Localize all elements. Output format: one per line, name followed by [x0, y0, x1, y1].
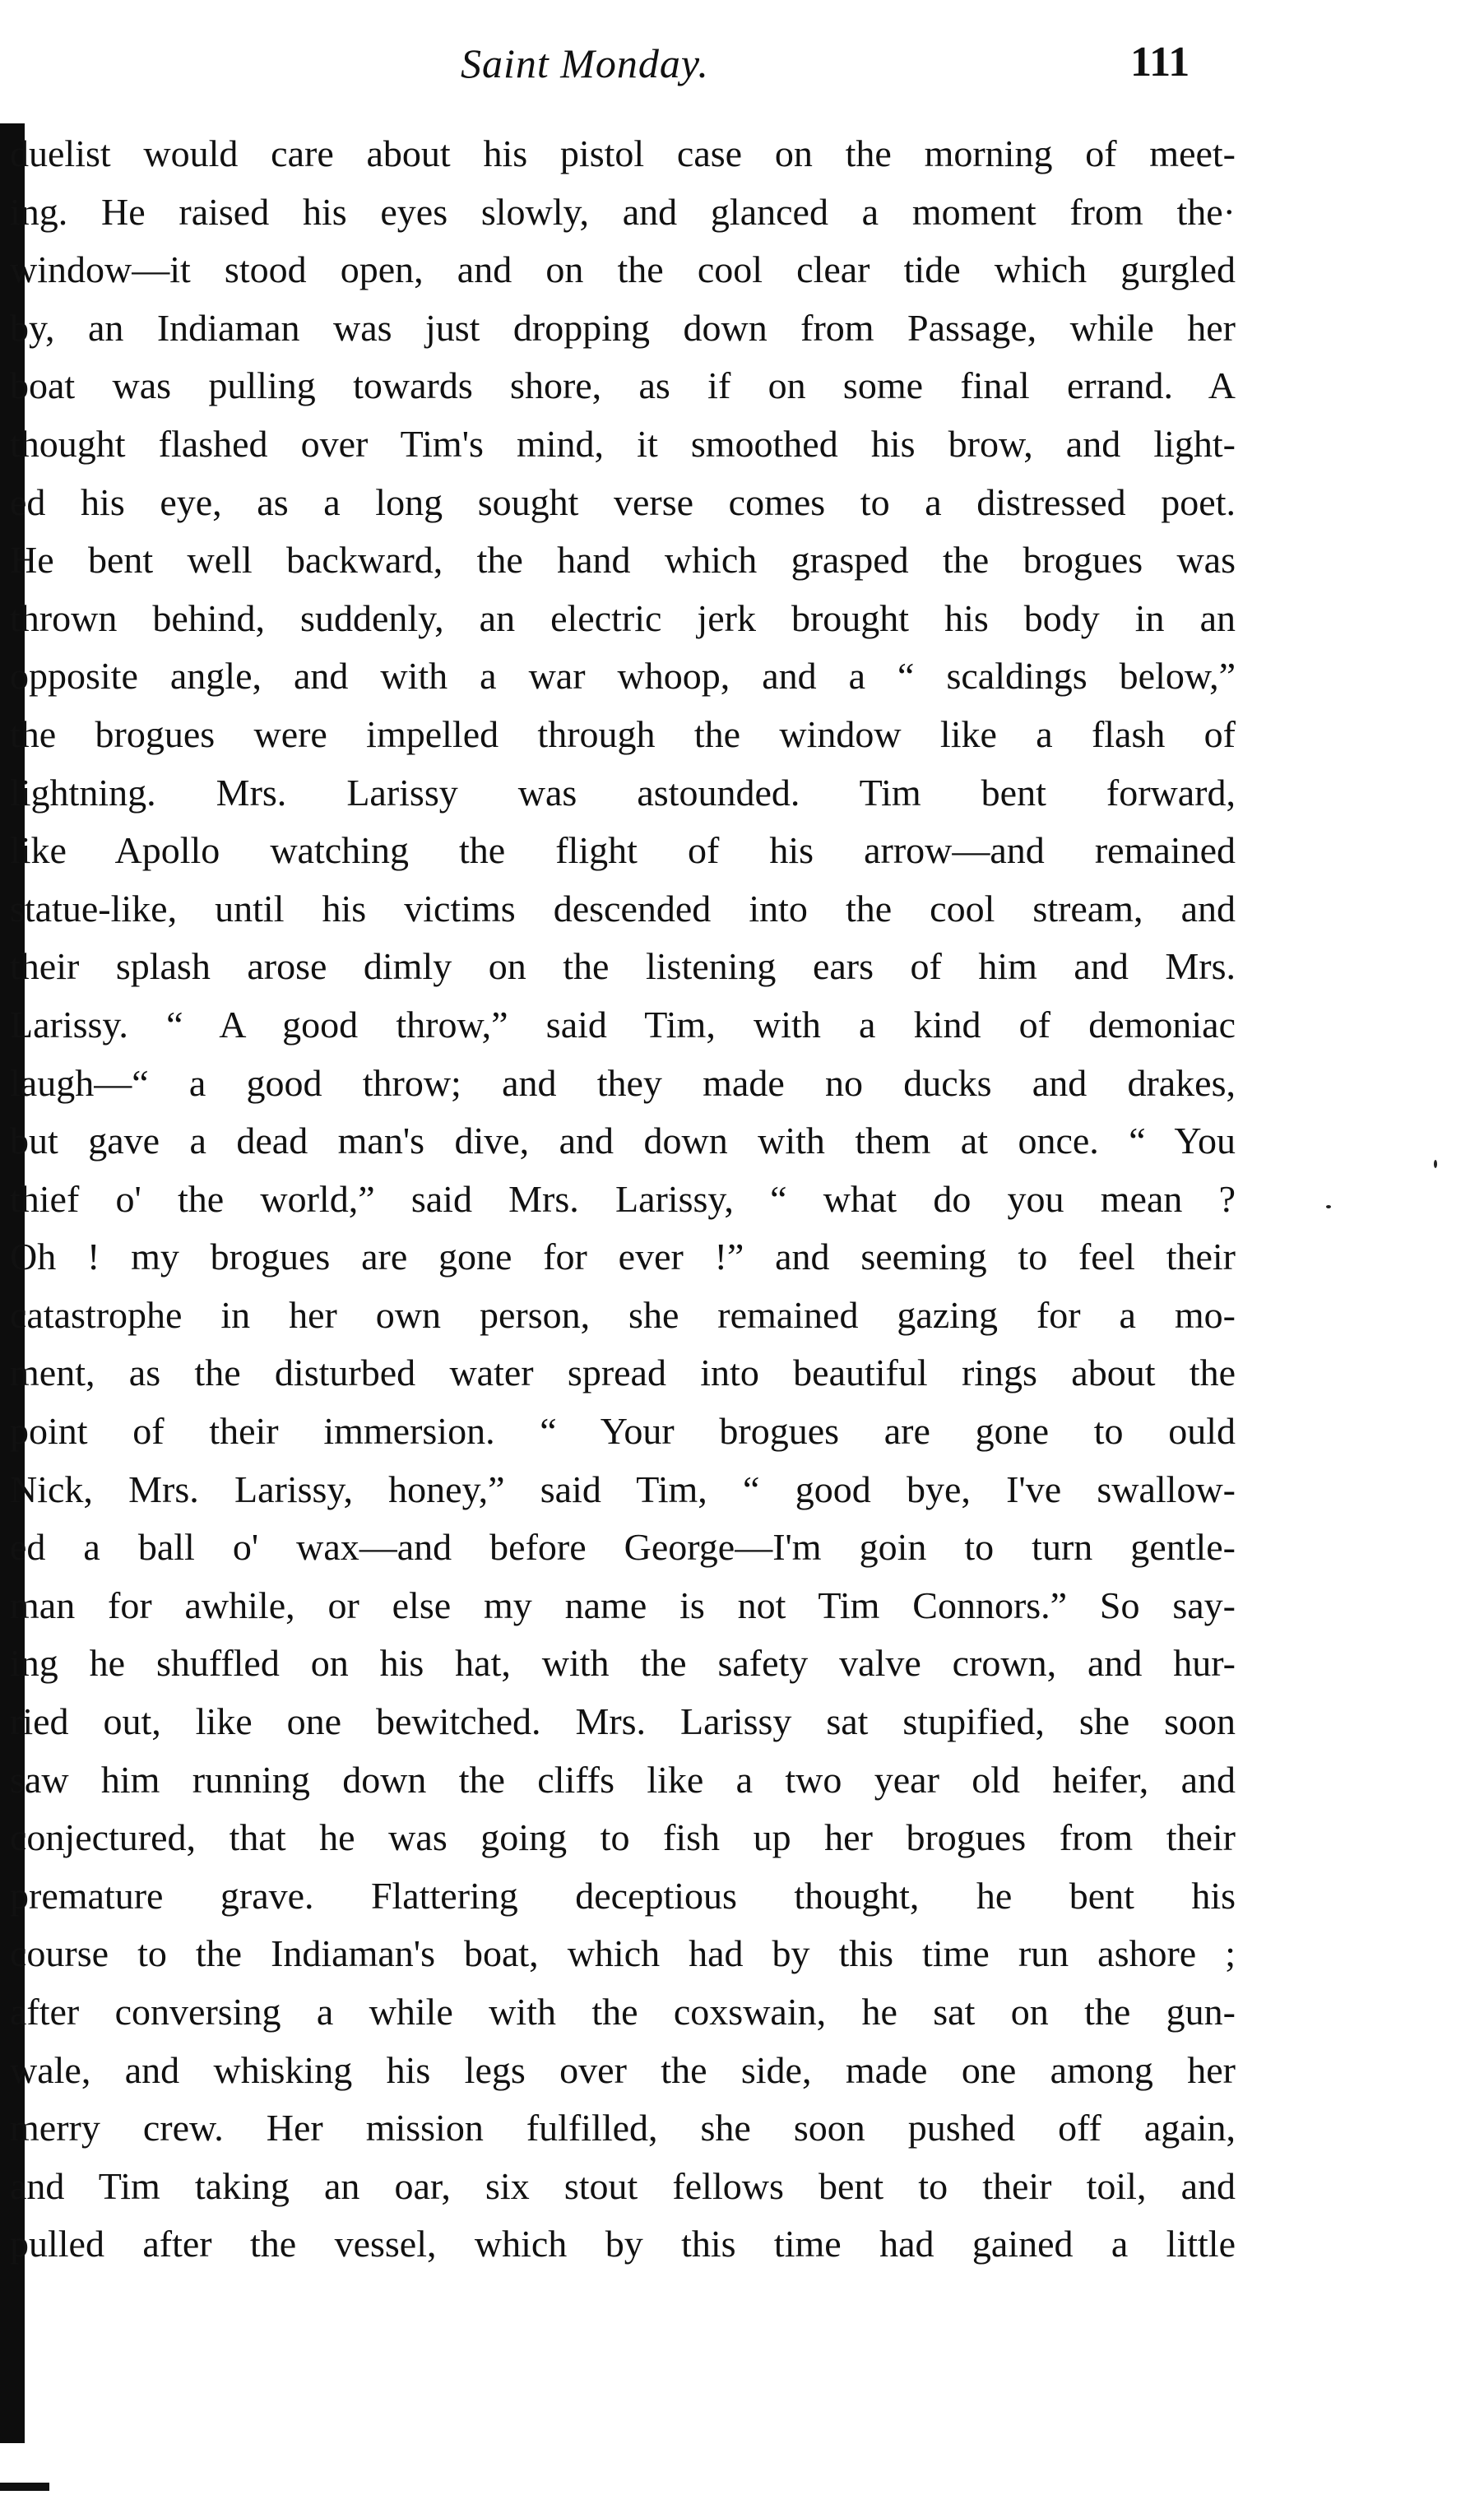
print-speck — [1326, 1205, 1331, 1208]
text-line: conjectured, that he was going to fish up her brogues from their — [10, 1816, 1236, 1859]
page-number: 111 — [1130, 39, 1190, 86]
body-text — [10, 125, 1236, 2274]
text-line: ment, as the disturbed water spread into beautiful rings about the — [10, 1352, 1236, 1394]
text-line: ried out, like one bewitched. Mrs. Larissy sat stupified, she soon — [10, 1700, 1236, 1743]
text-line: merry crew. Her mission fulfilled, she soon pushed off again, — [10, 2107, 1236, 2149]
text-line: catastrophe in her own person, she remained gazing for a mo- — [10, 1293, 1236, 1336]
text-line: Oh ! my brogues are gone for ever !” and seeming to feel their — [10, 1236, 1236, 1278]
text-line: opposite angle, and with a war whoop, and a “ scaldings below,” — [10, 655, 1236, 698]
text-line: their splash arose dimly on the listening ears of him and Mrs. — [10, 945, 1236, 988]
text-line: point of their immersion. “ Your brogues are gone to ould — [10, 1410, 1236, 1453]
text-line: course to the Indiaman's boat, which had by this time run ashore ; — [10, 1932, 1236, 1975]
text-line: after conversing a while with the coxswain, he sat on the gun- — [10, 1991, 1236, 2033]
text-line: but gave a dead man's dive, and down with them at once. “ You — [10, 1120, 1236, 1162]
text-line: the brogues were impelled through the window like a flash of — [10, 712, 1236, 755]
text-line: by, an Indiaman was just dropping down from Passage, while her — [10, 306, 1236, 349]
text-line: lightning. Mrs. Larissy was astounded. Tim bent forward, — [10, 771, 1236, 814]
text-line: boat was pulling towards shore, as if on some final errand. A — [10, 364, 1236, 407]
running-head: Saint Monday. — [461, 40, 709, 86]
text-line: Larissy. “ A good throw,” said Tim, with a kind of demoniac — [10, 1003, 1236, 1046]
text-line: ing. He raised his eyes slowly, and glanced a moment from the· — [10, 190, 1236, 233]
text-line: ing he shuffled on his hat, with the safety valve crown, and hur- — [10, 1642, 1236, 1685]
text-line: wale, and whisking his legs over the side, made one among her — [10, 2048, 1236, 2091]
print-speck — [1434, 1160, 1437, 1168]
text-line: premature grave. Flattering deceptious thought, he bent his — [10, 1874, 1236, 1917]
text-line: thought flashed over Tim's mind, it smoothed his brow, and light- — [10, 422, 1236, 465]
text-line: thrown behind, suddenly, an electric jerk brought his body in an — [10, 596, 1236, 639]
text-line: pulled after the vessel, which by this time had gained a little — [10, 2223, 1236, 2265]
text-line: ed a ball o' wax—and before George—I'm goin to turn gentle- — [10, 1526, 1236, 1569]
text-line: He bent well backward, the hand which grasped the brogues was — [10, 539, 1236, 582]
text-line: ed his eye, as a long sought verse comes to a distressed poet. — [10, 480, 1236, 523]
page-edge-mark — [0, 2483, 49, 2491]
text-line: window—it stood open, and on the cool clear tide which gurgled — [10, 248, 1236, 291]
text-line: statue-like, until his victims descended into the cool stream, and — [10, 887, 1236, 930]
text-line: man for awhile, or else my name is not Tim Connors.” So say- — [10, 1584, 1236, 1626]
text-line: saw him running down the cliffs like a two year old heifer, and — [10, 1758, 1236, 1801]
text-line: laugh—“ a good throw; and they made no ducks and drakes, — [10, 1061, 1236, 1104]
text-line: duelist would care about his pistol case on the morning of meet- — [10, 132, 1236, 174]
text-line: and Tim taking an oar, six stout fellows bent to their toil, and — [10, 2164, 1236, 2207]
text-line: thief o' the world,” said Mrs. Larissy, “ what do you mean ? — [10, 1177, 1236, 1220]
text-line: Nick, Mrs. Larissy, honey,” said Tim, “ good bye, I've swallow- — [10, 1468, 1236, 1510]
text-line: like Apollo watching the flight of his arrow—and remained — [10, 829, 1236, 872]
page-header — [0, 33, 1484, 99]
